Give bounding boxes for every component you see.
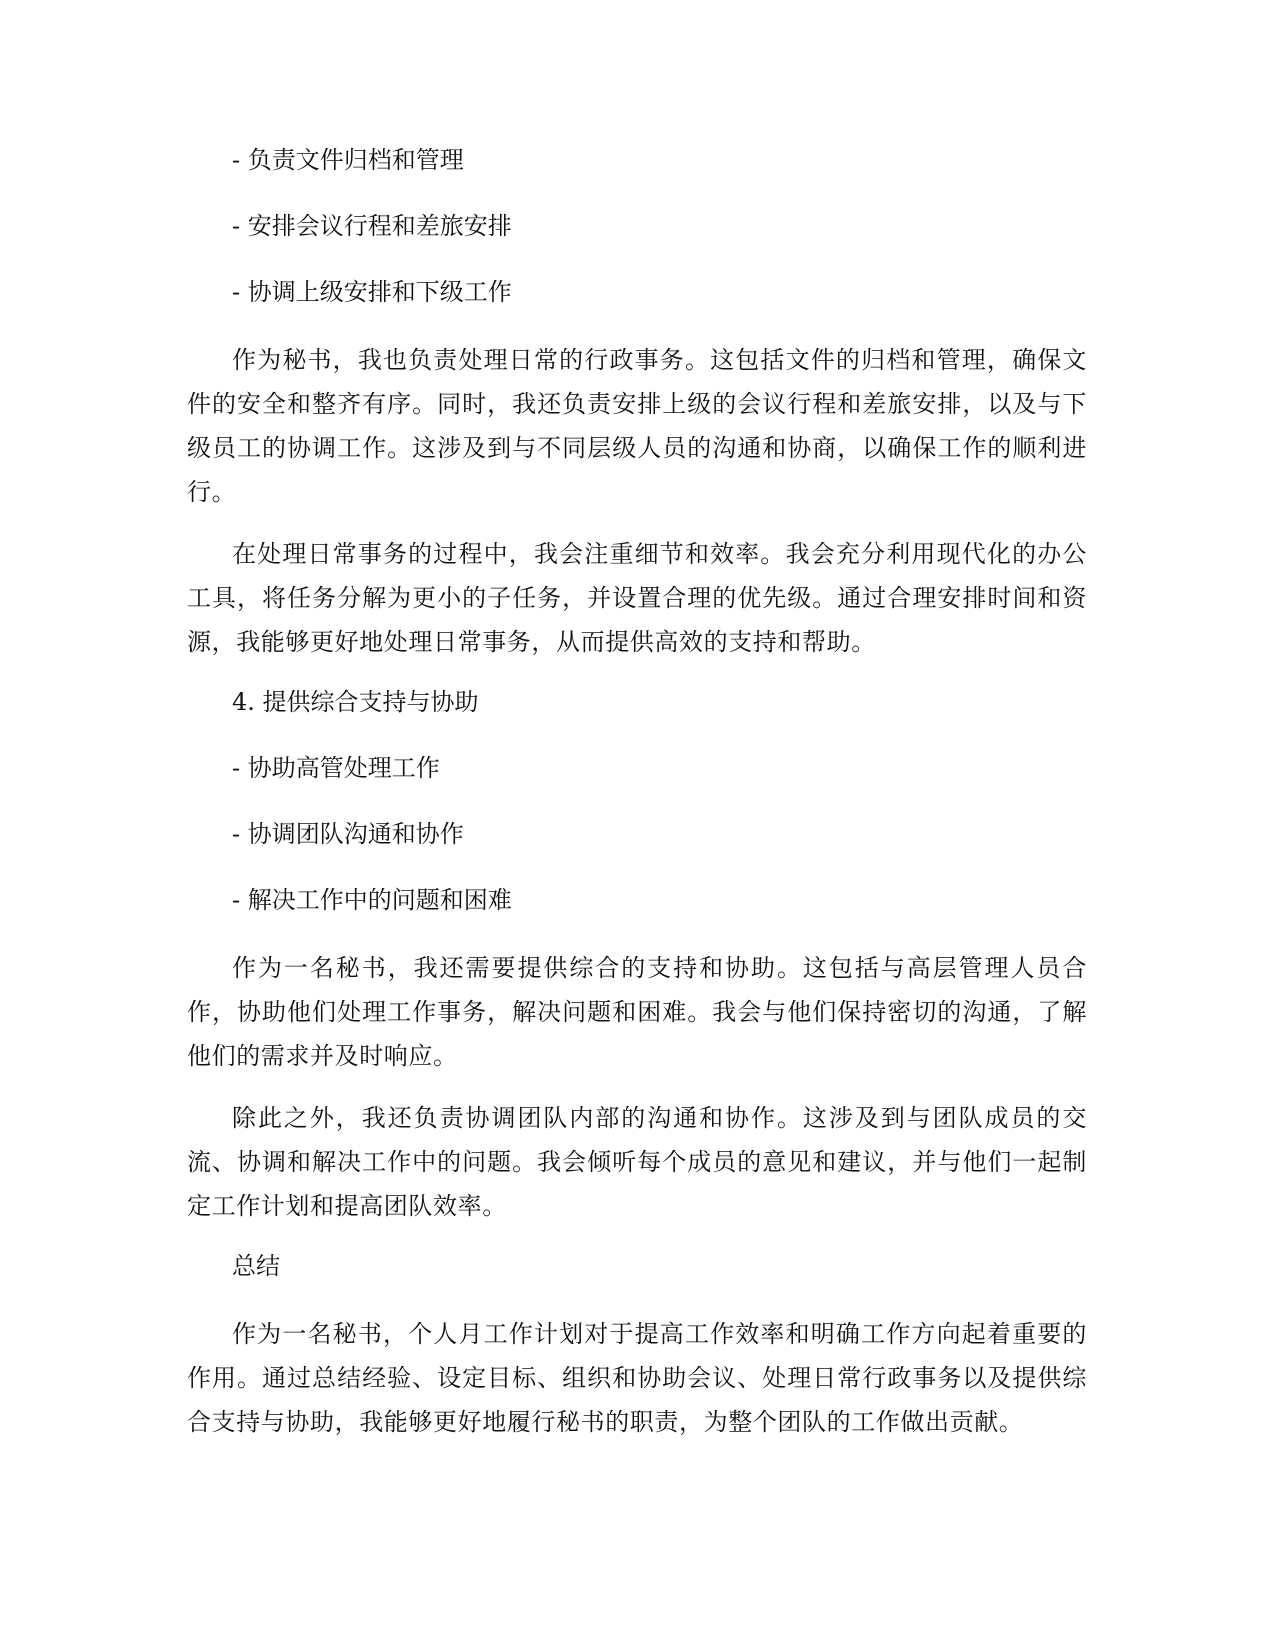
- paragraph: 除此之外，我还负责协调团队内部的沟通和协作。这涉及到与团队成员的交流、协调和解决工作中的问题。我会倾听每个成员的意见和建议，并与他们一起制定工作计划和提高团队效率。: [187, 1104, 1087, 1220]
- summary-heading: 总结: [232, 1252, 280, 1280]
- document-body: [187, 140, 1087, 1462]
- bullet-item: - 安排会议行程和差旅安排: [232, 212, 512, 240]
- bullet-item: - 解决工作中的问题和困难: [232, 886, 512, 914]
- bullet-item: - 协助高管处理工作: [232, 754, 440, 782]
- paragraph: 在处理日常事务的过程中，我会注重细节和效率。我会充分利用现代化的办公工具，将任务分解为更小的子任务，并设置合理的优先级。通过合理安排时间和资源，我能够更好地处理日常事务，从而提供高效的支持和帮助。: [187, 540, 1087, 656]
- section-heading: 4. 提供综合支持与协助: [232, 688, 479, 716]
- paragraph: 作为秘书，我也负责处理日常的行政事务。这包括文件的归档和管理，确保文件的安全和整齐有序。同时，我还负责安排上级的会议行程和差旅安排，以及与下级员工的协调工作。这涉及到与不同层级人员的沟通和协商，以确保工作的顺利进行。: [187, 346, 1087, 506]
- bullet-item: - 负责文件归档和管理: [232, 146, 464, 174]
- paragraph: 作为一名秘书，个人月工作计划对于提高工作效率和明确工作方向起着重要的作用。通过总结经验、设定目标、组织和协助会议、处理日常行政事务以及提供综合支持与协助，我能够更好地履行秘书的职责，为整个团队的工作做出贡献。: [187, 1320, 1087, 1436]
- bullet-item: - 协调团队沟通和协作: [232, 820, 464, 848]
- paragraph: 作为一名秘书，我还需要提供综合的支持和协助。这包括与高层管理人员合作，协助他们处理工作事务，解决问题和困难。我会与他们保持密切的沟通，了解他们的需求并及时响应。: [187, 954, 1087, 1070]
- bullet-item: - 协调上级安排和下级工作: [232, 278, 512, 306]
